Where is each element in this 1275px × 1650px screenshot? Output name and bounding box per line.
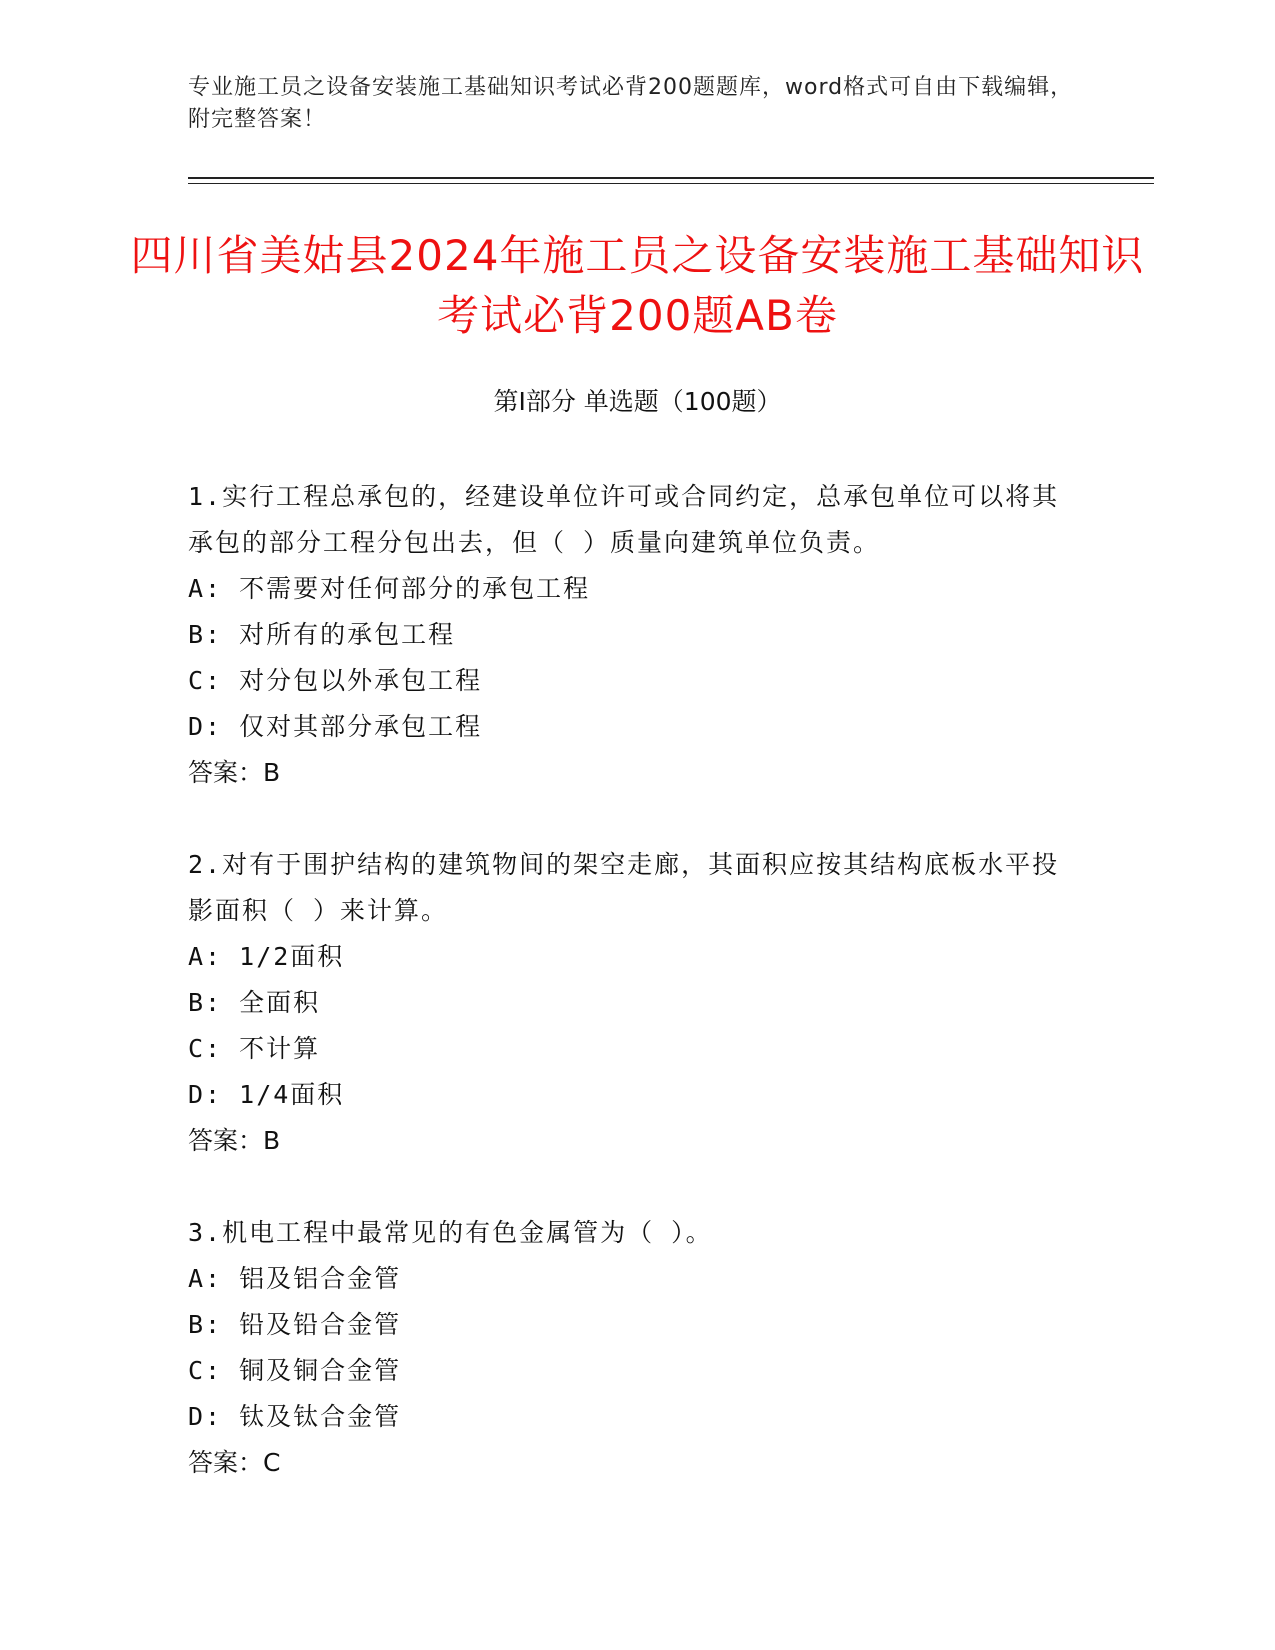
option-c: C: 对分包以外承包工程 bbox=[188, 666, 483, 695]
answer-line: 答案：B bbox=[188, 758, 281, 787]
option-a: A: 不需要对任何部分的承包工程 bbox=[188, 574, 591, 603]
option-b: B: 对所有的承包工程 bbox=[188, 620, 456, 649]
option-d: D: 仅对其部分承包工程 bbox=[188, 712, 483, 741]
question-list bbox=[188, 474, 1068, 1532]
header-divider-thick bbox=[188, 177, 1154, 179]
question-stem: 3.机电工程中最常见的有色金属管为（ ）。 bbox=[188, 1218, 713, 1247]
section-heading: 第Ⅰ部分 单选题（100题） bbox=[493, 387, 782, 416]
option-b: B: 全面积 bbox=[188, 988, 321, 1017]
answer-line: 答案：B bbox=[188, 1126, 281, 1155]
question-2 bbox=[188, 842, 1068, 1164]
question-1 bbox=[188, 474, 1068, 796]
option-a: A: 1/2面积 bbox=[188, 942, 345, 971]
option-d: D: 钛及钛合金管 bbox=[188, 1402, 402, 1431]
answer-line: 答案：C bbox=[188, 1448, 281, 1477]
document-title: 四川省美姑县2024年施工员之设备安装施工基础知识考试必背200题AB卷 bbox=[130, 231, 1145, 340]
question-stem: 1.实行工程总承包的，经建设单位许可或合同约定，总承包单位可以将其承包的部分工程分包出去，但（ ）质量向建筑单位负责。 bbox=[188, 482, 1060, 557]
option-d: D: 1/4面积 bbox=[188, 1080, 345, 1109]
header-divider-thin bbox=[188, 183, 1154, 184]
question-stem: 2.对有于围护结构的建筑物间的架空走廊，其面积应按其结构底板水平投影面积（ ）来计算。 bbox=[188, 850, 1060, 925]
option-b: B: 铅及铅合金管 bbox=[188, 1310, 402, 1339]
question-3 bbox=[188, 1210, 1068, 1486]
intro-text: 专业施工员之设备安装施工基础知识考试必背200题题库，word格式可自由下载编辑，附完整答案！ bbox=[188, 75, 1074, 132]
option-a: A: 铝及铝合金管 bbox=[188, 1264, 402, 1293]
option-c: C: 不计算 bbox=[188, 1034, 321, 1063]
option-c: C: 铜及铜合金管 bbox=[188, 1356, 402, 1385]
